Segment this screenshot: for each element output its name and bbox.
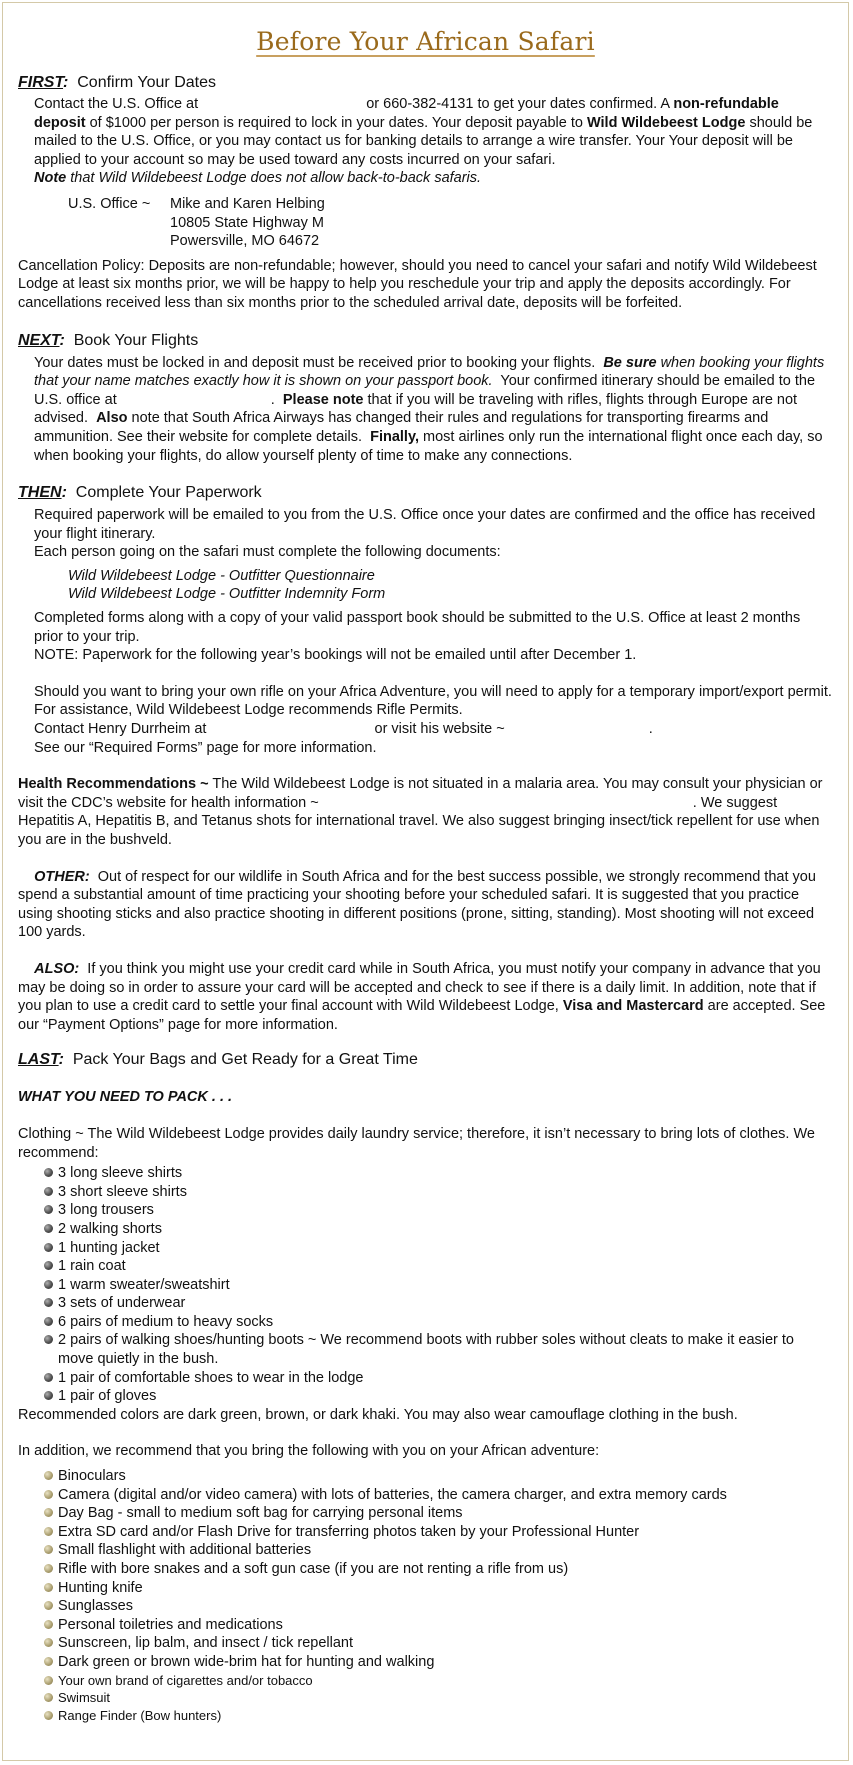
bullet-icon <box>44 1657 53 1666</box>
list-item <box>44 1634 833 1653</box>
section-title: Pack Your Bags and Get Ready for a Great Time <box>72 1051 418 1069</box>
bold-text: Please note <box>282 391 364 408</box>
list-item <box>44 1579 833 1598</box>
bullet-icon <box>44 1391 53 1400</box>
bullet-icon <box>44 1298 53 1307</box>
form-questionnaire: Wild Wildebeest Lodge - Outfitter Questionnaire <box>68 567 375 584</box>
section-tag: FIRST <box>18 74 64 91</box>
note-label: Note <box>34 170 67 187</box>
clothing-intro: Clothing ~ The Wild Wildebeest Lodge provides daily laundry service; therefore, it isn’t necessary to bring lots of clothes. We recommend: <box>18 1125 815 1161</box>
pack-heading: WHAT YOU NEED TO PACK . . . <box>18 1089 233 1106</box>
list-item <box>44 1523 833 1542</box>
list-item <box>44 1597 833 1616</box>
extras-list <box>18 1467 833 1724</box>
list-item <box>44 1276 833 1295</box>
bullet-icon <box>44 1205 53 1214</box>
health-recommendations <box>18 775 833 849</box>
text: . <box>648 721 653 738</box>
paperwork-intro: Required paperwork will be emailed to you from the U.S. Office once your dates are confirmed and the office has received your flight itinerary. <box>34 507 816 542</box>
text: or 660-382-4131 to get your dates confirmed. A <box>366 96 670 112</box>
list-item <box>44 1689 833 1707</box>
bold-text: Visa and Mastercard <box>562 998 704 1015</box>
list-item-text: Sunglasses <box>58 1598 133 1615</box>
list-item-text: Extra SD card and/or Flash Drive for transferring photos taken by your Professional Hunter <box>58 1523 640 1540</box>
list-item <box>44 1707 833 1725</box>
bold-text: Also <box>96 410 128 427</box>
bold-text: Health Recommendations ~ <box>18 776 209 793</box>
bullet-icon <box>44 1583 53 1592</box>
paperwork-note: NOTE: Paperwork for the following year’s bookings will not be emailed until after December 1. <box>34 647 637 664</box>
text: Out of respect for our wildlife in South Africa and for the best success possible, we strongly recommend that you spend a substantial amount of time practicing your shooting before your scheduled safari. It is suggested that you practice using shooting sticks and also practice shooting in different positions (prone, sitting, standing). Most shooting will not exceed 100 yards. <box>18 868 816 941</box>
list-item-text: Range Finder (Bow hunters) <box>58 1707 222 1723</box>
list-item-text: Swimsuit <box>58 1690 111 1706</box>
list-item <box>44 1183 833 1202</box>
text: Contact Henry Durrheim at <box>34 721 207 738</box>
text: Your dates must be locked in and deposit must be received prior to booking your flights. <box>34 354 596 371</box>
text: that if you will be traveling with rifles, flights through Europe are not advised. <box>34 391 798 427</box>
section-tag: LAST <box>18 1051 59 1069</box>
text: are accepted. See our “Payment Options” page for more information. <box>18 998 826 1033</box>
list-item <box>44 1616 833 1635</box>
list-item <box>44 1313 833 1332</box>
office-label: U.S. Office ~ <box>68 195 151 212</box>
other-section <box>18 868 833 942</box>
list-item-text: Hunting knife <box>58 1579 143 1596</box>
document-page <box>2 2 849 1761</box>
bold-italic-text: ALSO: <box>34 960 80 977</box>
paperwork-docs: Each person going on the safari must complete the following documents: <box>34 544 501 561</box>
extras-intro: In addition, we recommend that you bring the following with you on your African adventure: <box>18 1443 600 1460</box>
text: should be mailed to the U.S. Office, or you may contact us for banking details to arrange a wire transfer. Your Your deposit will be applied to your account so may be used toward any costs incurred on your safari. <box>34 114 813 168</box>
text: If you think you might use your credit card while in South Africa, you must notify your company in advance that you may be doing so in order to assure your card will be accepted and check to see if there is a daily limit. In addition, note that if you plan to use a credit card to settle your final account with Wild Wildebeest Lodge, <box>18 960 821 1015</box>
list-item-text: 2 walking shorts <box>58 1220 162 1237</box>
section-first-heading: FIRST: Confirm Your Dates <box>18 74 216 91</box>
clothing-list <box>18 1164 833 1406</box>
list-item <box>44 1672 833 1690</box>
note-text: that Wild Wildebeest Lodge does not allow back-to-back safaris. <box>70 170 482 187</box>
section-then-heading: THEN: Complete Your Paperwork <box>18 484 262 502</box>
bullet-icon <box>44 1527 53 1536</box>
section-title: Book Your Flights <box>73 331 199 349</box>
list-item-text: 3 long sleeve shirts <box>58 1165 183 1182</box>
list-item <box>44 1164 833 1183</box>
bullet-icon <box>44 1335 53 1344</box>
list-item-text: 2 pairs of walking shoes/hunting boots ~ We recommend boots with rubber soles without cleats to make it easier to move quietly in the bush. <box>58 1332 794 1368</box>
bold-text: non-refundable deposit <box>34 96 779 131</box>
also-section <box>18 960 833 1034</box>
list-item <box>44 1257 833 1276</box>
list-item <box>44 1201 833 1220</box>
list-item-text: 6 pairs of medium to heavy socks <box>58 1313 274 1330</box>
list-item <box>44 1294 833 1313</box>
list-item-text: 1 hunting jacket <box>58 1239 160 1256</box>
list-item <box>44 1331 833 1368</box>
office-city: Powersville, MO 64672 <box>170 233 320 250</box>
text: of $1000 per person is required to lock in your dates. Your deposit payable to <box>89 114 583 131</box>
bullet-icon <box>44 1490 53 1499</box>
contact-henry <box>34 720 833 739</box>
bullet-icon <box>44 1711 53 1720</box>
bullet-icon <box>44 1261 53 1270</box>
bullet-icon <box>44 1545 53 1554</box>
bullet-icon <box>44 1620 53 1629</box>
bullet-icon <box>44 1676 53 1685</box>
list-item <box>44 1369 833 1388</box>
bullet-icon <box>44 1168 53 1177</box>
list-item <box>44 1541 833 1560</box>
text: Contact the U.S. Office at <box>34 96 199 112</box>
list-item-text: Small flashlight with additional batteries <box>58 1542 312 1559</box>
bullet-icon <box>44 1564 53 1573</box>
rifle-permit: Should you want to bring your own rifle on your Africa Adventure, you will need to apply for a temporary import/export permit. For assistance, Wild Wildebeest Lodge recommends Rifle Permits. <box>34 683 832 719</box>
recommended-colors: Recommended colors are dark green, brown, or dark khaki. You may also wear camouflage clothing in the bush. <box>18 1406 738 1423</box>
list-item-text: 3 long trousers <box>58 1202 154 1219</box>
then-paragraphs <box>18 506 833 562</box>
list-item-text: Sunscreen, lip balm, and insect / tick repellant <box>58 1635 353 1652</box>
section-title: Confirm Your Dates <box>77 74 216 91</box>
form-indemnity: Wild Wildebeest Lodge - Outfitter Indemnity Form <box>68 586 386 603</box>
page-title: Before Your African Safari <box>256 27 595 56</box>
bullet-icon <box>44 1373 53 1382</box>
list-item <box>44 1560 833 1579</box>
section-title: Complete Your Paperwork <box>75 484 262 502</box>
list-item-text: 3 short sleeve shirts <box>58 1183 187 1200</box>
list-item-text: 1 warm sweater/sweatshirt <box>58 1276 230 1293</box>
office-street: 10805 State Highway M <box>170 214 324 231</box>
bullet-icon <box>44 1317 53 1326</box>
text: or visit his website ~ <box>374 721 505 738</box>
text: . We suggest Hepatitis A, Hepatitis B, and Tetanus shots for international travel. We also suggest bringing insect/tick repellent for use when you are in the bushveld. <box>18 794 820 848</box>
bullet-icon <box>44 1693 53 1702</box>
bold-italic-text: OTHER: <box>34 868 90 885</box>
office-name: Mike and Karen Helbing <box>170 195 325 212</box>
bold-text: Finally, <box>370 428 419 445</box>
list-item-text: Dark green or brown wide-brim hat for hunting and walking <box>58 1653 435 1670</box>
text: . <box>270 391 275 408</box>
cancellation-policy: Cancellation Policy: Deposits are non-refundable; however, should you need to cancel your safari and notify Wild Wildebeest Lodge at least six months prior, we will be happy to help you reschedule your trip and apply the deposits accordingly. For cancellations received less than six months prior to the scheduled arrival date, deposits will be forfeited. <box>18 257 817 311</box>
list-item-text: Rifle with bore snakes and a soft gun case (if you are not renting a rifle from us) <box>58 1561 569 1577</box>
first-paragraph <box>18 95 833 188</box>
list-item-text: 1 rain coat <box>58 1258 126 1275</box>
list-item <box>44 1387 833 1406</box>
list-item-text: 3 sets of underwear <box>58 1295 186 1312</box>
next-paragraph <box>18 354 833 466</box>
text: most airlines only run the international flight once each day, so when booking your flights, do allow yourself plenty of time to make any connections. <box>34 428 823 464</box>
list-item-text: Your own brand of cigarettes and/or tobacco <box>58 1672 313 1688</box>
text: Your confirmed itinerary should be emailed to the U.S. office at <box>34 373 816 408</box>
section-next-heading: NEXT: Book Your Flights <box>18 331 199 349</box>
list-item <box>44 1239 833 1258</box>
then-more <box>18 609 833 757</box>
bullet-icon <box>44 1187 53 1196</box>
text: note that South Africa Airways has changed their rules and regulations for transporting firearms and ammunition. See their website for complete details. <box>34 410 769 445</box>
list-item-text: Personal toiletries and medications <box>58 1616 283 1633</box>
bold-italic-text: Be sure <box>603 354 657 371</box>
text: The Wild Wildebeest Lodge is not situated in a malaria area. You may consult your physician or visit the CDC’s website for health information ~ <box>18 776 823 811</box>
list-item <box>44 1220 833 1239</box>
forms-list <box>18 567 833 604</box>
bullet-icon <box>44 1243 53 1252</box>
bullet-icon <box>44 1638 53 1647</box>
office-address <box>18 195 833 251</box>
list-item-text: 1 pair of comfortable shoes to wear in the lodge <box>58 1369 364 1386</box>
section-last-heading: LAST: Pack Your Bags and Get Ready for a Great Time <box>18 1051 418 1069</box>
bullet-icon <box>44 1508 53 1517</box>
section-tag: THEN <box>18 484 62 502</box>
list-item-text: Camera (digital and/or video camera) with lots of batteries, the camera charger, and extra memory cards <box>58 1486 727 1503</box>
bullet-icon <box>44 1471 53 1480</box>
section-tag: NEXT <box>18 331 60 349</box>
required-forms-note: See our “Required Forms” page for more information. <box>34 739 377 756</box>
list-item <box>44 1653 833 1672</box>
bullet-icon <box>44 1224 53 1233</box>
submit-forms: Completed forms along with a copy of your valid passport book should be submitted to the U.S. Office at least 2 months prior to your trip. <box>34 610 801 645</box>
list-item-text: 1 pair of gloves <box>58 1388 157 1405</box>
list-item <box>44 1504 833 1523</box>
bullet-icon <box>44 1601 53 1610</box>
bullet-icon <box>44 1280 53 1289</box>
list-item <box>44 1467 833 1486</box>
list-item-text: Binoculars <box>58 1468 126 1485</box>
italic-text: when booking your flights that your name matches exactly how it is shown on your passport book. <box>34 354 825 390</box>
list-item <box>44 1486 833 1505</box>
bold-text: Wild Wildebeest Lodge <box>586 114 746 131</box>
list-item-text: Day Bag - small to medium soft bag for carrying personal items <box>58 1505 463 1522</box>
